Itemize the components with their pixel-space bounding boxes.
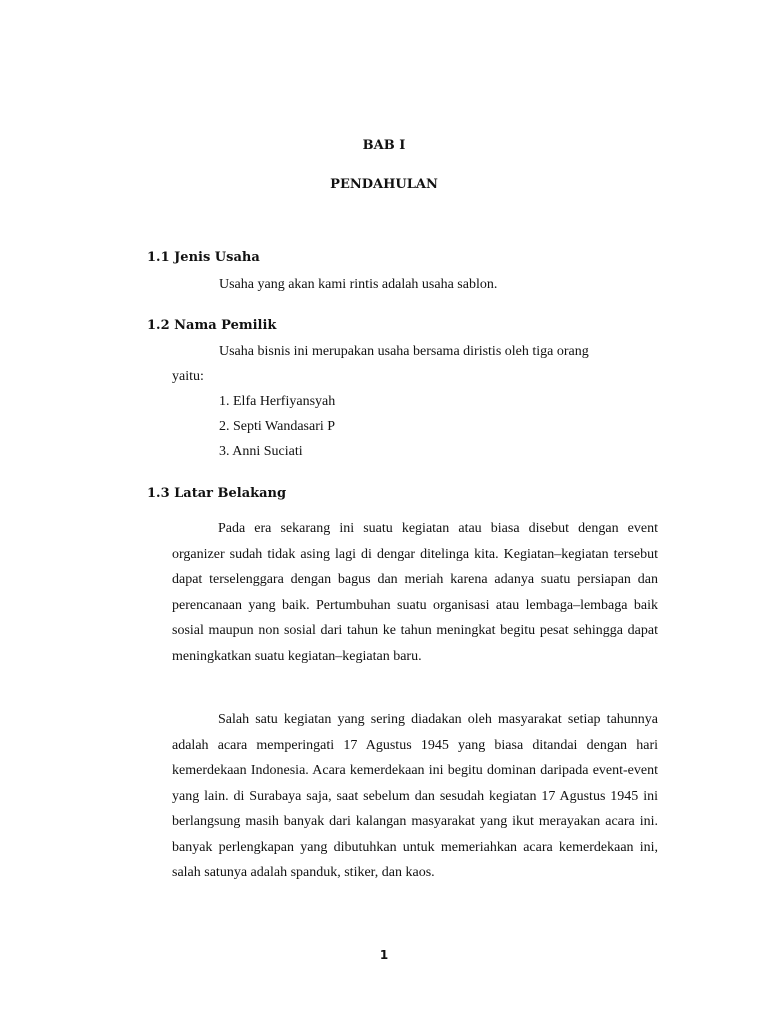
section-heading-nama-pemilik: 1.2 Nama Pemilik bbox=[147, 318, 277, 333]
owner-list-item: 2. Septi Wandasari P bbox=[219, 419, 336, 434]
section-heading-jenis-usaha: 1.1 Jenis Usaha bbox=[147, 250, 260, 265]
latar-belakang-paragraph-1: Pada era sekarang ini suatu kegiatan atau biasa disebut dengan event organizer sudah tidak asing lagi di dengar ditelinga kita. Kegiatan–kegiatan tersebut dapat terselenggara dengan bagus dan meriah karena adanya suatu persiapan dan perencanaan yang baik. Pertumbuhan suatu organisasi atau lembaga–lembaga baik sosial maupun non sosial dari tahun ke tahun meningkat begitu pesat sehingga dapat meningkatkan suatu kegiatan–kegiatan baru. bbox=[172, 521, 658, 664]
nama-pemilik-intro-line1: Usaha bisnis ini merupakan usaha bersama diristis oleh tiga orang bbox=[219, 344, 589, 359]
section-heading-latar-belakang: 1.3 Latar Belakang bbox=[147, 486, 287, 501]
latar-belakang-paragraph-2: Salah satu kegiatan yang sering diadakan oleh masyarakat setiap tahunnya adalah acara memperingati 17 Agustus 1945 yang biasa ditandai dengan hari kemerdekaan Indonesia. Acara kemerdekaan ini begitu dominan daripada event-event yang lain. di Surabaya saja, saat sebelum dan sesudah kegiatan 17 Agustus 1945 ini berlangsung masih banyak dari kalangan masyarakat yang ikut merayakan acara ini. banyak perlengkapan yang dibutuhkan untuk memeriahkan acara kemerdekaan ini, salah satunya adalah spanduk, stiker, dan kaos. bbox=[172, 712, 658, 880]
page-number: 1 bbox=[379, 948, 389, 962]
nama-pemilik-intro-line2: yaitu: bbox=[172, 369, 204, 384]
owner-list-item: 3. Anni Suciati bbox=[219, 444, 303, 459]
chapter-title: PENDAHULAN bbox=[330, 177, 438, 192]
owner-list-item: 1. Elfa Herfiyansyah bbox=[219, 394, 336, 409]
chapter-number: BAB I bbox=[362, 138, 406, 153]
jenis-usaha-text: Usaha yang akan kami rintis adalah usaha sablon. bbox=[219, 277, 498, 292]
